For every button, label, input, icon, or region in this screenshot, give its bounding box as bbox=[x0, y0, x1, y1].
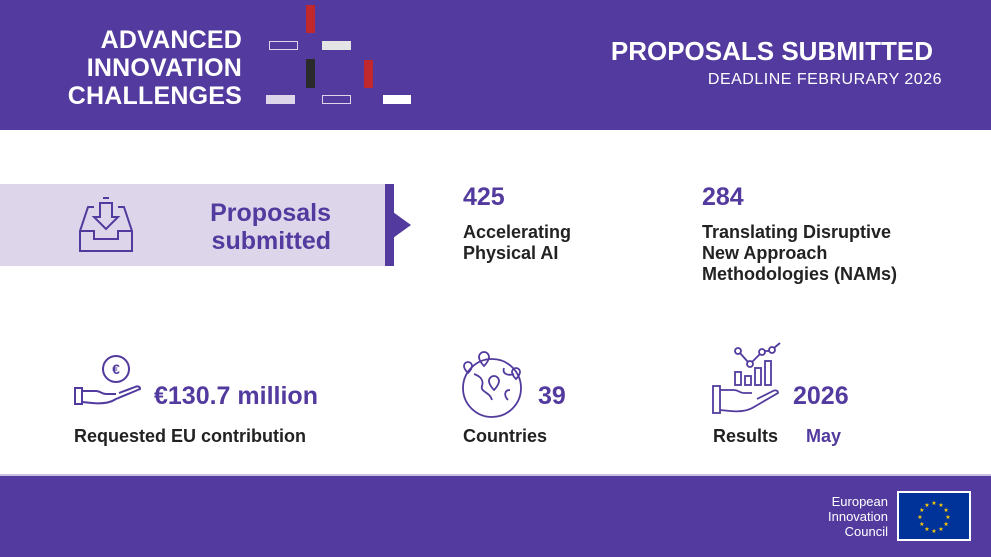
eu-star: ★ bbox=[924, 502, 930, 509]
contribution-value: €130.7 million bbox=[154, 382, 318, 410]
challenge-count: 425 bbox=[463, 183, 505, 211]
challenge-count: 284 bbox=[702, 183, 744, 211]
logo-line: CHALLENGES bbox=[67, 82, 242, 110]
challenge-physical-ai bbox=[463, 183, 571, 264]
contribution-label: Requested EU contribution bbox=[74, 426, 307, 446]
eic-line: European bbox=[831, 494, 888, 509]
logo-bar bbox=[364, 60, 373, 88]
band-label-line: submitted bbox=[211, 227, 331, 255]
logo-line: ADVANCED bbox=[100, 26, 242, 54]
logo-bar bbox=[266, 95, 295, 104]
eu-star: ★ bbox=[943, 522, 949, 528]
svg-text:€: € bbox=[112, 361, 120, 377]
eu-star: ★ bbox=[931, 529, 937, 535]
hand-euro-icon bbox=[74, 355, 144, 410]
band-label-line: Proposals bbox=[210, 199, 331, 227]
eic-line: Council bbox=[844, 524, 888, 539]
challenge-name-line: Methodologies (NAMs) bbox=[702, 264, 897, 284]
eu-stars bbox=[899, 493, 969, 539]
logo-line: INNOVATION bbox=[86, 54, 242, 82]
header bbox=[0, 0, 991, 130]
logo-text bbox=[68, 26, 242, 110]
logo-bar bbox=[306, 59, 315, 88]
countries-label: Countries bbox=[463, 426, 548, 446]
results-label: Results bbox=[713, 426, 779, 446]
eu-star: ★ bbox=[924, 527, 930, 534]
band-arrow bbox=[393, 212, 411, 238]
challenge-name-line: Physical AI bbox=[463, 243, 559, 263]
eu-star: ★ bbox=[938, 527, 944, 534]
logo-bar bbox=[322, 95, 351, 104]
challenge-name bbox=[463, 222, 571, 264]
results-month: May bbox=[806, 426, 842, 446]
challenge-nams bbox=[702, 183, 897, 285]
challenge-name-line: New Approach bbox=[702, 243, 828, 263]
eic-line: Innovation bbox=[828, 509, 888, 524]
eu-star: ★ bbox=[945, 515, 951, 521]
eu-star: ★ bbox=[919, 522, 925, 528]
eu-star: ★ bbox=[938, 502, 944, 509]
logo-bar bbox=[383, 95, 411, 104]
eu-star: ★ bbox=[917, 515, 923, 521]
hand-chart-icon bbox=[712, 342, 784, 417]
eu-star: ★ bbox=[943, 508, 949, 514]
challenge-name-line: Translating Disruptive bbox=[702, 222, 892, 242]
globe-pins-icon bbox=[460, 350, 530, 420]
countries-value: 39 bbox=[538, 382, 566, 410]
eu-star: ★ bbox=[931, 501, 937, 507]
logo-bar bbox=[269, 41, 298, 50]
page-subtitle: DEADLINE FEBRURARY 2026 bbox=[707, 71, 942, 88]
challenge-name bbox=[702, 222, 897, 285]
challenge-name-line: Accelerating bbox=[463, 222, 572, 242]
eu-star: ★ bbox=[919, 508, 925, 514]
band-label bbox=[180, 199, 331, 255]
logo-bar bbox=[322, 41, 351, 50]
results-value: 2026 bbox=[793, 382, 849, 410]
eu-flag bbox=[897, 491, 971, 541]
eic-logo-text bbox=[828, 494, 888, 539]
page-title: PROPOSALS SUBMITTED bbox=[610, 36, 933, 66]
inbox-download-icon bbox=[76, 195, 136, 255]
logo-bar bbox=[306, 5, 315, 33]
